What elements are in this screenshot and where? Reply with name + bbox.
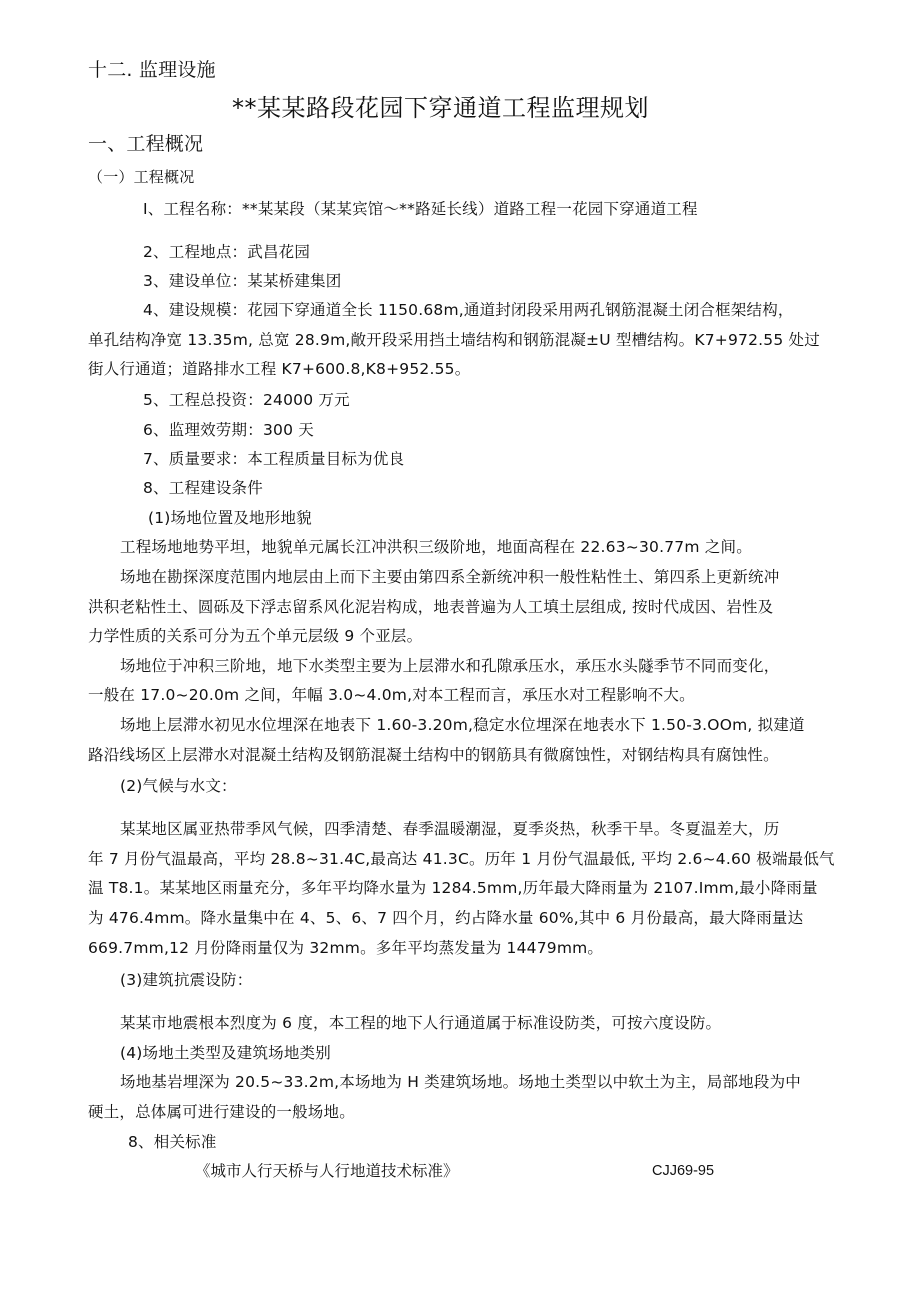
item-project-location: 2、工程地点：武昌花园 [143, 243, 311, 261]
paragraph-line: 为 476.4mm。降水量集中在 4、5、6、7 四个月，约占降水量 60%,其中 6 月份最高，最大降雨量达 [88, 909, 804, 927]
paragraph-line: 年 7 月份气温最高，平均 28.8~31.4C,最高达 41.3C。历年 1 月份气温最低, 平均 2.6~4.60 极端最低气 [88, 850, 835, 868]
paragraph-line: 硬土，总体属可进行建设的一般场地。 [88, 1103, 355, 1121]
item-construction-unit: 3、建设单位：某某桥建集团 [143, 272, 342, 290]
paragraph-line: 温 T8.1。某某地区雨量充分，多年平均降水量为 1284.5mm,历年最大降雨量为 2107.Imm,最小降雨量 [88, 879, 818, 897]
cond-heading: (2)气候与水文： [120, 777, 237, 795]
standard-name: 《城市人行天桥与人行地道技术标准》 [195, 1162, 459, 1180]
paragraph-line: 场地上层滞水初见水位埋深在地表下 1.60-3.20m,稳定水位埋深在地表水下 1.50-3.OOm, 拟建道 [120, 716, 805, 734]
paragraph-line: 场地在勘探深度范围内地层由上而下主要由第四系全新统冲积一般性粘性土、第四系上更新统冲 [120, 568, 780, 586]
item-service-period: 6、监理效劳期：300 天 [143, 421, 314, 439]
paragraph-line: 669.7mm,12 月份降雨量仅为 32mm。多年平均蒸发量为 14479mm。 [88, 939, 604, 957]
paragraph-line: 某某市地震根本烈度为 6 度，本工程的地下人行通道属于标准设防类，可按六度设防。 [120, 1014, 722, 1032]
paragraph-line: 一般在 17.0~20.0m 之间，年幅 3.0~4.0m,对本工程而言，承压水对工程影响不大。 [88, 686, 695, 704]
item-scale-line: 街人行通道；道路排水工程 K7+600.8,K8+952.55。 [88, 360, 471, 378]
subsection-heading: （一）工程概况 [88, 168, 195, 186]
document-title: **某某路段花园下穿通道工程监理规划 [232, 94, 649, 122]
paragraph-line: 场地位于冲积三阶地，地下水类型主要为上层滞水和孔隙承压水，承压水头隧季节不同而变化， [120, 657, 780, 675]
item-quality: 7、质量要求：本工程质量目标为优良 [143, 450, 405, 468]
chapter-label: 十二. 监理设施 [88, 59, 216, 81]
item-scale-line: 单孔结构净宽 13.35m, 总宽 28.9m,敞开段采用挡土墙结构和钢筋混凝±U 型槽结构。K7+972.55 处过 [88, 331, 820, 349]
paragraph-line: 力学性质的关系可分为五个单元层级 9 个亚层。 [88, 627, 423, 645]
cond-heading: (3)建筑抗震设防： [120, 971, 253, 989]
item-conditions: 8、工程建设条件 [143, 479, 263, 497]
paragraph-line: 路沿线场区上层滞水对混凝土结构及钢筋混凝土结构中的钢筋具有微腐蚀性，对钢结构具有腐蚀性。 [88, 746, 779, 764]
paragraph-line: 场地基岩埋深为 20.5~33.2m,本场地为 H 类建筑场地。场地土类型以中软土为主，局部地段为中 [120, 1073, 801, 1091]
paragraph-line: 工程场地地势平坦，地貌单元属长江冲洪积三级阶地，地面高程在 22.63~30.77m 之间。 [120, 538, 752, 556]
cond-heading: (1)场地位置及地形地貌 [148, 509, 312, 527]
item-project-name: I、工程名称：**某某段（某某宾馆～**路延长线）道路工程一花园下穿通道工程 [143, 200, 698, 218]
item-standards: 8、相关标准 [128, 1133, 217, 1151]
section-heading: 一、工程概况 [88, 133, 204, 155]
paragraph-line: 某某地区属亚热带季风气候，四季清楚、春季温暖潮湿，夏季炎热，秋季干旱。冬夏温差大，历 [120, 820, 780, 838]
item-investment: 5、工程总投资：24000 万元 [143, 391, 350, 409]
cond-heading: (4)场地土类型及建筑场地类别 [120, 1044, 331, 1062]
item-scale-line: 4、建设规模：花园下穿通道全长 1150.68m,通道封闭段采用两孔钢筋混凝土闭合框架结构， [143, 301, 794, 319]
standard-code: CJJ69-95 [652, 1163, 715, 1179]
paragraph-line: 洪积老粘性土、圆砾及下浮志留系风化泥岩构成，地表普遍为人工填土层组成, 按时代成因、岩性及 [88, 598, 774, 616]
